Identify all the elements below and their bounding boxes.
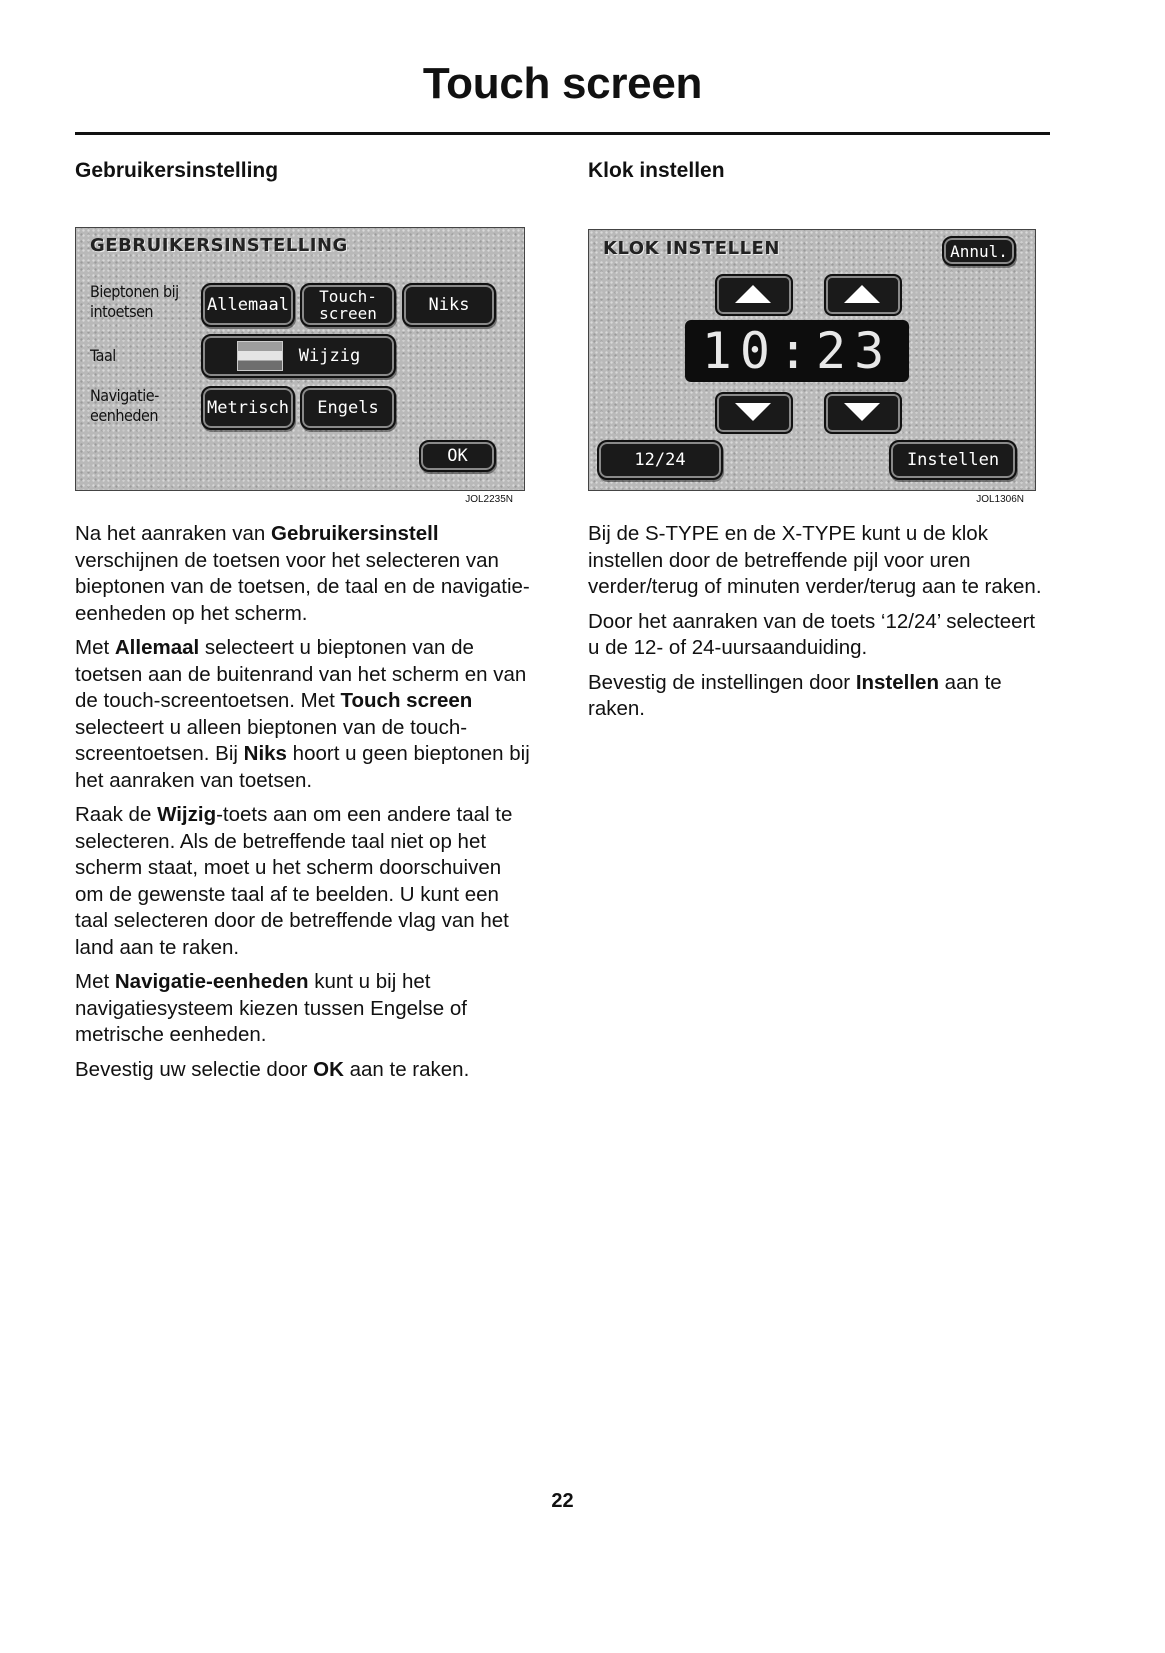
paragraph: Na het aanraken van Gebruikersinstell verschijnen de toetsen voor het selecteren van bieptonen van de toetsen, de taal en de navigatie-eenheden op het scherm.	[75, 522, 530, 625]
figure-klok-instellen	[588, 229, 1048, 505]
hour-up-button[interactable]	[715, 274, 793, 316]
screen-title: KLOK INSTELLEN	[603, 238, 780, 259]
touchscreen-user-settings	[75, 227, 525, 491]
touch-screen-button[interactable]	[300, 283, 396, 327]
screen-title: GEBRUIKERSINSTELLING	[90, 235, 348, 256]
ok-button[interactable]: OK	[419, 440, 496, 472]
touch-screen-button-line2: screen	[319, 304, 377, 323]
label-bieptonen	[90, 282, 179, 322]
hour-down-button[interactable]	[715, 392, 793, 434]
metrisch-button[interactable]: Metrisch	[201, 386, 295, 430]
figure-gebruikersinstelling	[75, 227, 535, 505]
arrow-down-icon	[735, 403, 771, 421]
label-bieptonen-line2: intoetsen	[90, 302, 154, 321]
paragraph: Bevestig uw selectie door OK aan te raken.	[75, 1057, 470, 1081]
paragraph: Door het aanraken van de toets ‘12/24’ selecteert u de 12- of 24-uursaanduiding.	[588, 609, 1036, 659]
label-taal: Taal	[90, 346, 116, 365]
touch-screen-button-line1: Touch-	[319, 287, 377, 306]
title-rule	[75, 132, 1050, 135]
section-heading-gebruikersinstelling: Gebruikersinstelling	[75, 159, 279, 182]
paragraph: Bevestig de instellingen door Instellen aan te raken.	[588, 670, 1002, 720]
12-24-button[interactable]: 12/24	[597, 440, 723, 480]
arrow-down-icon	[844, 403, 880, 421]
left-column	[75, 158, 535, 1091]
label-navigatie-line2: eenheden	[90, 406, 158, 425]
paragraph: Raak de Wijzig-toets aan om een andere taal te selecteren. Als de betreffende taal niet op het scherm staat, moet u het scherm doorschuiven om de gewenste taal af te beelden. U kunt een taal selecteren door de betreffende vlag van het land aan te raken.	[75, 803, 513, 959]
touchscreen-clock-settings	[588, 229, 1036, 491]
paragraph: Bij de S-TYPE en de X-TYPE kunt u de klok instellen door de betreffende pijl voor uren verder/terug of minuten verder/terug aan te raken.	[588, 522, 1042, 598]
clock-display: 10:23	[685, 320, 909, 382]
right-column	[588, 158, 1048, 731]
annul-button[interactable]: Annul.	[942, 236, 1016, 266]
flag-icon	[237, 341, 283, 371]
arrow-up-icon	[844, 285, 880, 303]
engels-button[interactable]: Engels	[300, 386, 396, 430]
minute-down-button[interactable]	[824, 392, 902, 434]
section-heading-klok-instellen: Klok instellen	[588, 159, 725, 182]
label-navigatie	[90, 386, 159, 426]
figure-code: JOL1306N	[976, 494, 1024, 505]
label-navigatie-line1: Navigatie-	[90, 386, 159, 405]
label-bieptonen-line1: Bieptonen bij	[90, 282, 179, 301]
wijzig-button-label: Wijzig	[298, 345, 361, 366]
paragraph: Met Navigatie-eenheden kunt u bij het navigatiesysteem kiezen tussen Engelse of metrische eenheden.	[75, 970, 468, 1046]
arrow-up-icon	[735, 285, 771, 303]
niks-button[interactable]: Niks	[402, 283, 496, 327]
figure-code: JOL2235N	[465, 494, 513, 505]
instellen-button[interactable]: Instellen	[889, 440, 1017, 480]
left-body-text	[75, 521, 535, 1083]
allemaal-button[interactable]: Allemaal	[201, 283, 295, 327]
paragraph: Met Allemaal selecteert u bieptonen van de toetsen aan de buitenrand van het scherm en van de touch-screentoetsen. Met Touch screen selecteert u alleen bieptonen van de touch-screentoetsen. Bij Niks hoort u geen bieptonen bij het aanraken van toetsen.	[75, 636, 530, 792]
minute-up-button[interactable]	[824, 274, 902, 316]
right-body-text	[588, 521, 1048, 723]
wijzig-button[interactable]	[201, 334, 396, 378]
page-number: 22	[551, 1490, 574, 1512]
page-title: Touch screen	[422, 59, 703, 108]
